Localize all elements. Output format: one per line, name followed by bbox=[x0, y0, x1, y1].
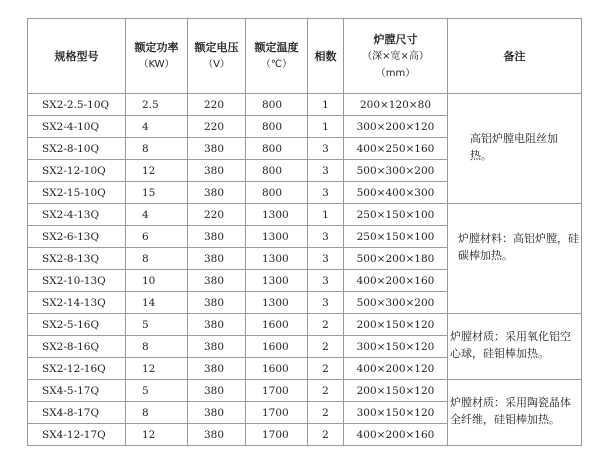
cell-voltage: 380 bbox=[188, 314, 246, 336]
cell-phases: 3 bbox=[308, 226, 344, 248]
cell-temperature: 1700 bbox=[246, 424, 308, 446]
cell-temperature: 1300 bbox=[246, 270, 308, 292]
header-power: 额定功率 （KW） bbox=[126, 19, 188, 94]
furnace-spec-table bbox=[27, 18, 582, 446]
cell-chamber: 400×250×160 bbox=[344, 138, 448, 160]
cell-power: 10 bbox=[126, 270, 188, 292]
cell-voltage: 380 bbox=[188, 270, 246, 292]
cell-model: SX4-5-17Q bbox=[28, 380, 126, 402]
header-power-unit: （KW） bbox=[138, 59, 175, 70]
cell-temperature: 1300 bbox=[246, 292, 308, 314]
cell-phases: 2 bbox=[308, 314, 344, 336]
header-voltage: 额定电压 （V） bbox=[188, 19, 246, 94]
cell-chamber: 400×200×160 bbox=[344, 424, 448, 446]
cell-temperature: 1600 bbox=[246, 314, 308, 336]
cell-voltage: 380 bbox=[188, 336, 246, 358]
cell-temperature: 800 bbox=[246, 182, 308, 204]
cell-phases: 1 bbox=[308, 116, 344, 138]
cell-phases: 1 bbox=[308, 94, 344, 116]
header-model: 规格型号 bbox=[28, 19, 126, 94]
cell-power: 12 bbox=[126, 160, 188, 182]
cell-chamber: 250×150×100 bbox=[344, 204, 448, 226]
cell-phases: 3 bbox=[308, 138, 344, 160]
cell-phases: 1 bbox=[308, 204, 344, 226]
cell-temperature: 1700 bbox=[246, 380, 308, 402]
header-row bbox=[28, 19, 582, 94]
cell-temperature: 1300 bbox=[246, 248, 308, 270]
spec-table-container bbox=[27, 18, 582, 446]
cell-power: 12 bbox=[126, 424, 188, 446]
cell-temperature: 1600 bbox=[246, 358, 308, 380]
cell-phases: 2 bbox=[308, 358, 344, 380]
cell-power: 4 bbox=[126, 116, 188, 138]
cell-power: 15 bbox=[126, 182, 188, 204]
header-chamber-unit: （mm） bbox=[375, 67, 416, 79]
cell-model: SX2-5-16Q bbox=[28, 314, 126, 336]
cell-chamber: 500×300×200 bbox=[344, 292, 448, 314]
cell-chamber: 400×200×160 bbox=[344, 270, 448, 292]
note-high-alumina: 高铝炉膛电阻丝加热。 bbox=[448, 94, 582, 204]
cell-model: SX2-12-16Q bbox=[28, 358, 126, 380]
cell-model: SX2-15-10Q bbox=[28, 182, 126, 204]
cell-model: SX4-8-17Q bbox=[28, 402, 126, 424]
header-phases: 相数 bbox=[308, 19, 344, 94]
note-alumina-bubble: 炉膛材质：采用氧化铝空心球，硅钼棒加热。 bbox=[448, 314, 582, 380]
cell-power: 12 bbox=[126, 358, 188, 380]
cell-temperature: 800 bbox=[246, 138, 308, 160]
cell-model: SX2-10-13Q bbox=[28, 270, 126, 292]
table-row bbox=[28, 314, 582, 336]
cell-phases: 2 bbox=[308, 336, 344, 358]
cell-model: SX2-14-13Q bbox=[28, 292, 126, 314]
cell-phases: 3 bbox=[308, 292, 344, 314]
cell-power: 8 bbox=[126, 402, 188, 424]
cell-phases: 2 bbox=[308, 402, 344, 424]
cell-phases: 3 bbox=[308, 270, 344, 292]
cell-chamber: 300×150×120 bbox=[344, 336, 448, 358]
cell-phases: 2 bbox=[308, 380, 344, 402]
cell-voltage: 380 bbox=[188, 292, 246, 314]
cell-power: 8 bbox=[126, 336, 188, 358]
cell-voltage: 380 bbox=[188, 160, 246, 182]
cell-temperature: 800 bbox=[246, 160, 308, 182]
cell-temperature: 1600 bbox=[246, 336, 308, 358]
cell-voltage: 220 bbox=[188, 94, 246, 116]
cell-chamber: 200×150×120 bbox=[344, 314, 448, 336]
note-ceramic-fiber: 炉膛材质：采用陶瓷晶体全纤维，硅钼棒加热。 bbox=[448, 380, 582, 446]
cell-model: SX2-8-10Q bbox=[28, 138, 126, 160]
header-chamber: 炉膛尺寸 （深×宽×高） （mm） bbox=[344, 19, 448, 94]
cell-temperature: 1300 bbox=[246, 226, 308, 248]
cell-chamber: 200×150×120 bbox=[344, 380, 448, 402]
cell-model: SX2-8-13Q bbox=[28, 248, 126, 270]
cell-voltage: 220 bbox=[188, 204, 246, 226]
cell-model: SX2-8-16Q bbox=[28, 336, 126, 358]
cell-chamber: 500×300×200 bbox=[344, 160, 448, 182]
cell-model: SX2-6-13Q bbox=[28, 226, 126, 248]
cell-chamber: 400×200×120 bbox=[344, 358, 448, 380]
header-note: 备注 bbox=[448, 19, 582, 94]
cell-chamber: 500×200×180 bbox=[344, 248, 448, 270]
cell-model: SX4-12-17Q bbox=[28, 424, 126, 446]
note-silicon-carbide: 炉膛材料：高铝炉膛，硅碳棒加热。 bbox=[448, 204, 582, 314]
cell-phases: 3 bbox=[308, 160, 344, 182]
table-row bbox=[28, 380, 582, 402]
cell-phases: 3 bbox=[308, 248, 344, 270]
table-row bbox=[28, 94, 582, 116]
cell-temperature: 800 bbox=[246, 116, 308, 138]
cell-power: 6 bbox=[126, 226, 188, 248]
header-temperature: 额定温度 （℃） bbox=[246, 19, 308, 94]
cell-voltage: 380 bbox=[188, 226, 246, 248]
cell-voltage: 220 bbox=[188, 116, 246, 138]
cell-model: SX2-12-10Q bbox=[28, 160, 126, 182]
header-chamber-dims: （深×宽×高） bbox=[362, 50, 429, 62]
cell-model: SX2-2.5-10Q bbox=[28, 94, 126, 116]
cell-power: 8 bbox=[126, 138, 188, 160]
cell-chamber: 300×150×120 bbox=[344, 402, 448, 424]
cell-phases: 3 bbox=[308, 182, 344, 204]
cell-chamber: 250×150×100 bbox=[344, 226, 448, 248]
cell-power: 8 bbox=[126, 248, 188, 270]
cell-model: SX2-4-13Q bbox=[28, 204, 126, 226]
cell-chamber: 200×120×80 bbox=[344, 94, 448, 116]
cell-power: 2.5 bbox=[126, 94, 188, 116]
cell-power: 14 bbox=[126, 292, 188, 314]
cell-voltage: 380 bbox=[188, 248, 246, 270]
cell-chamber: 500×400×300 bbox=[344, 182, 448, 204]
cell-voltage: 380 bbox=[188, 358, 246, 380]
cell-voltage: 380 bbox=[188, 424, 246, 446]
cell-temperature: 1700 bbox=[246, 402, 308, 424]
header-voltage-unit: （V） bbox=[203, 59, 230, 70]
table-row bbox=[28, 204, 582, 226]
cell-phases: 2 bbox=[308, 424, 344, 446]
header-temperature-unit: （℃） bbox=[260, 59, 293, 70]
cell-model: SX2-4-10Q bbox=[28, 116, 126, 138]
cell-voltage: 380 bbox=[188, 138, 246, 160]
cell-power: 5 bbox=[126, 314, 188, 336]
cell-power: 4 bbox=[126, 204, 188, 226]
cell-voltage: 380 bbox=[188, 380, 246, 402]
cell-temperature: 800 bbox=[246, 94, 308, 116]
cell-temperature: 1300 bbox=[246, 204, 308, 226]
cell-voltage: 380 bbox=[188, 182, 246, 204]
cell-chamber: 300×200×120 bbox=[344, 116, 448, 138]
cell-voltage: 380 bbox=[188, 402, 246, 424]
cell-power: 5 bbox=[126, 380, 188, 402]
